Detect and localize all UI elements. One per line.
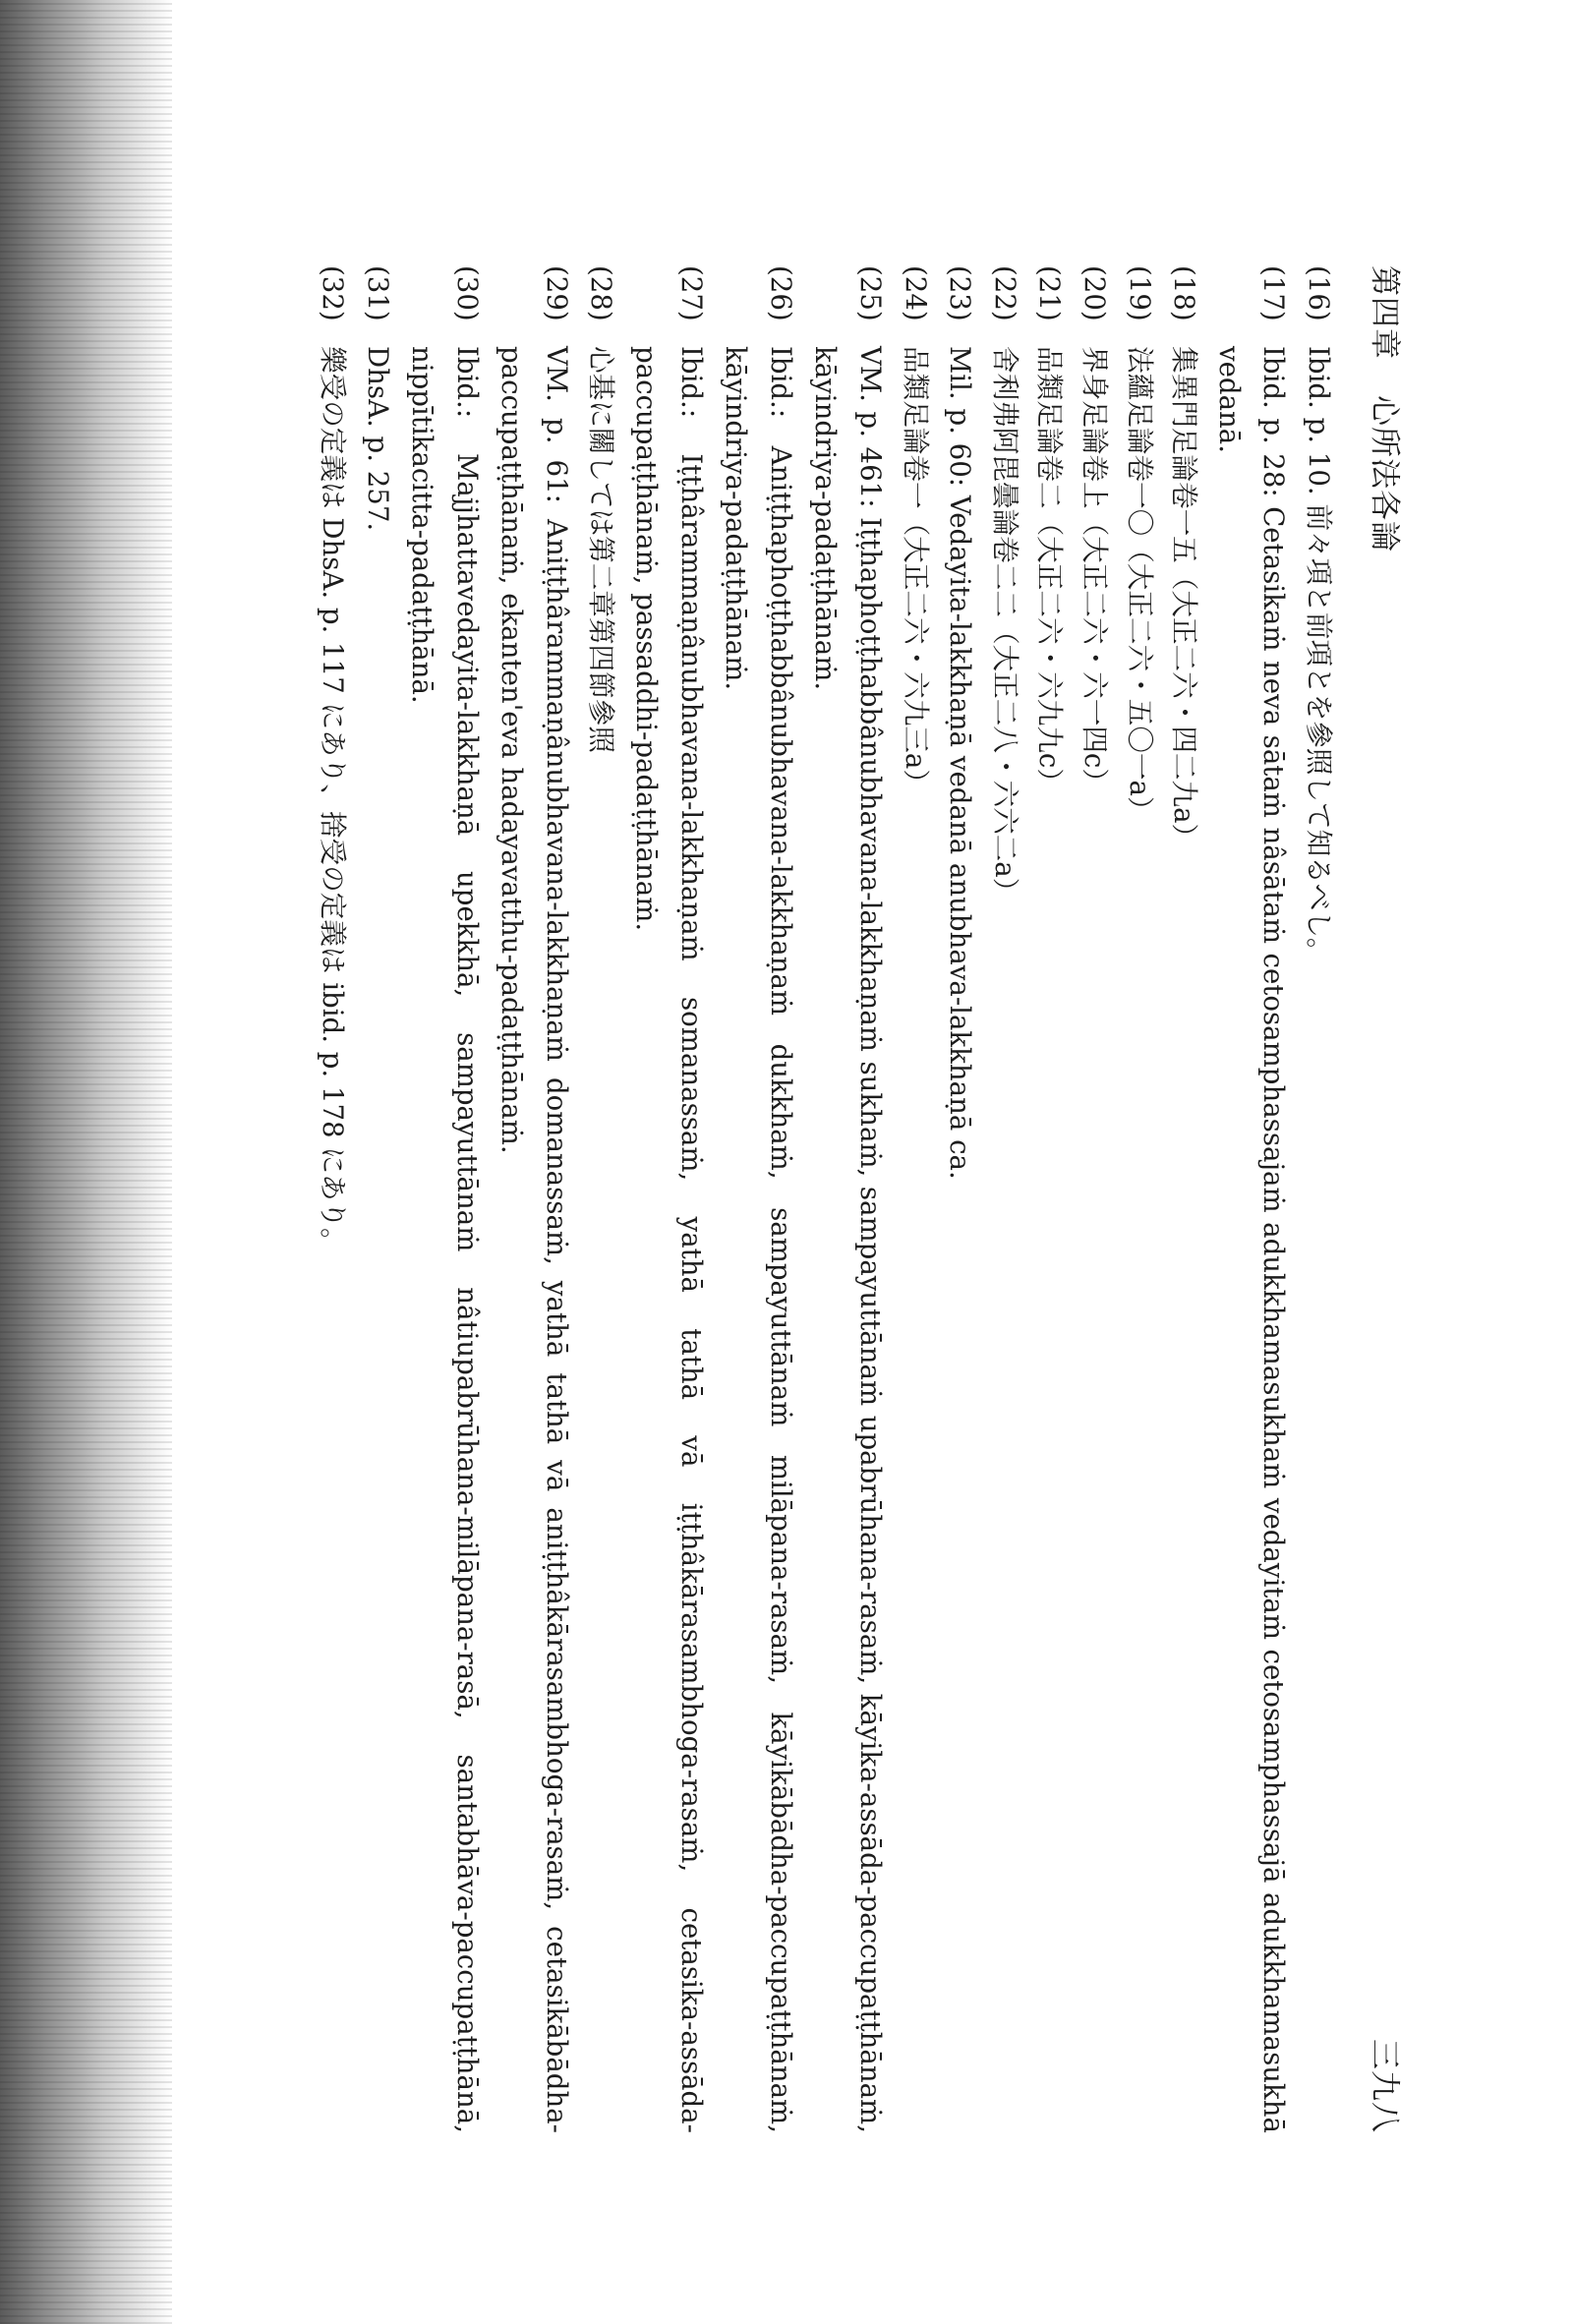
- footnote-text: 心基に關しては第二章第四節參照: [585, 346, 618, 753]
- footnote-text: VM. p. 61: Aniṭṭhârammaṇânubhavana-lakkhaṇaṁ domanassaṁ, yathā tathā vā aniṭṭhâkārasambhoga-rasaṁ, cetasikābādha-paccupaṭṭhānaṁ, ekanten'eva hadayavatthu-padaṭṭhānaṁ.: [496, 346, 573, 2133]
- footnote-number: (20): [1078, 265, 1112, 321]
- footnote-26: [714, 265, 803, 2133]
- footnote-23: [938, 265, 983, 2133]
- footnote-number: (32): [316, 265, 349, 321]
- footnote-text: 樂受の定義は DhsA. p. 117 にあり、捨受の定義は ibid. p. 178 にあり。: [316, 346, 349, 1255]
- footnote-25: [803, 265, 893, 2133]
- footnote-number: (16): [1303, 265, 1335, 321]
- footnote-text: Mil. p. 60: Vedayita-lakkhaṇā vedanā anubhava-lakkhaṇā ca.: [944, 346, 977, 1180]
- footnote-18: [1162, 265, 1207, 2133]
- footnote-number: (29): [540, 265, 573, 321]
- chapter-title: [1366, 265, 1410, 552]
- footnote-20: [1072, 265, 1117, 2133]
- scanned-page-edge-shadow: [0, 0, 172, 2324]
- footnote-text: Ibid. p. 10. 前々項と前項とを參照して知るべし。: [1303, 346, 1335, 965]
- footnote-list: [310, 265, 1341, 2133]
- footnote-17: [1206, 265, 1296, 2133]
- footnote-text: 集異門足論卷一五（大正二六・四二九a）: [1168, 346, 1201, 851]
- footnote-number: (27): [674, 265, 708, 321]
- footnote-27: [624, 265, 714, 2133]
- footnote-number: (23): [944, 265, 977, 321]
- footnote-28: [579, 265, 624, 2133]
- footnote-number: (31): [361, 265, 394, 321]
- footnote-22: [982, 265, 1027, 2133]
- footnote-32: [310, 265, 355, 2133]
- rotated-page-content: [189, 265, 1418, 2133]
- page-number: 三九八: [1367, 2039, 1402, 2133]
- footnote-text: 法蘊足論卷一〇（大正二六・五〇一a）: [1123, 346, 1156, 824]
- running-head: [1357, 265, 1418, 2133]
- footnote-text: Ibid.: Iṭṭhârammaṇânubhavana-lakkhaṇaṁ somanassaṁ, yathā tathā vā iṭṭhâkārasambhoga-rasaṁ, cetasika-assāda-paccupaṭṭhānaṁ, passaddhi-padaṭṭhānaṁ.: [630, 346, 708, 2133]
- footnote-number: (25): [854, 265, 888, 321]
- footnote-number: (17): [1257, 265, 1291, 321]
- footnote-number: (21): [1033, 265, 1067, 321]
- footnote-number: (18): [1168, 265, 1201, 321]
- footnote-text: DhsA. p. 257.: [361, 346, 394, 532]
- footnote-text: 舍利弗阿毘曇論卷二二（大正二八・六六二a）: [988, 346, 1021, 905]
- footnote-number: (24): [899, 265, 932, 321]
- footnote-31: [355, 265, 400, 2133]
- footnote-19: [1117, 265, 1162, 2133]
- footnote-number: (28): [585, 265, 618, 321]
- footnote-24: [893, 265, 938, 2133]
- footnote-text: 品類足論卷一（大正二六・六九三a）: [899, 346, 932, 796]
- footnote-30: [400, 265, 490, 2133]
- footnote-16: [1296, 265, 1341, 2133]
- chapter-label: 第四章: [1367, 265, 1402, 360]
- footnote-text: 品類足論卷二（大正二六・六九九c）: [1033, 346, 1067, 795]
- footnote-29: [490, 265, 579, 2133]
- footnote-number: (19): [1123, 265, 1156, 321]
- footnote-text: 界身足論卷上（大正二六・六一四c）: [1078, 346, 1112, 795]
- footnote-21: [1027, 265, 1073, 2133]
- footnote-number: (26): [764, 265, 797, 321]
- footnote-text: VM. p. 461: Iṭṭhaphoṭṭhabbânubhavana-lakkhaṇaṁ sukhaṁ, sampayuttānaṁ upabrūhana-rasaṁ, kāyika-assāda-paccupaṭṭhānaṁ, kāyindriya-padaṭṭhānaṁ.: [809, 346, 888, 2133]
- footnote-text: Ibid.: Majjhattavedayita-lakkhaṇā upekkhā, sampayuttānaṁ nâtiupabrūhana-milāpana-rasā, santabhāva-paccupaṭṭhānā, nippītikacitta-padaṭṭhānā.: [406, 346, 484, 2133]
- footnote-text: Ibid. p. 28: Cetasikaṁ neva sātaṁ nâsātaṁ cetosamphassajaṁ adukkhamasukhaṁ vedayitaṁ cetosamphassajā adukkhamasukhā vedanā.: [1212, 346, 1291, 2133]
- section-title: 心所法各論: [1367, 395, 1402, 552]
- footnote-number: (22): [988, 265, 1021, 321]
- footnote-text: Ibid.: Aniṭṭhaphoṭṭhabbânubhavana-lakkhaṇaṁ dukkhaṁ, sampayuttānaṁ milāpana-rasaṁ, kāyikābādha-paccupaṭṭhānaṁ, kāyindriya-padaṭṭhānaṁ.: [720, 346, 797, 2133]
- footnote-number: (30): [450, 265, 484, 321]
